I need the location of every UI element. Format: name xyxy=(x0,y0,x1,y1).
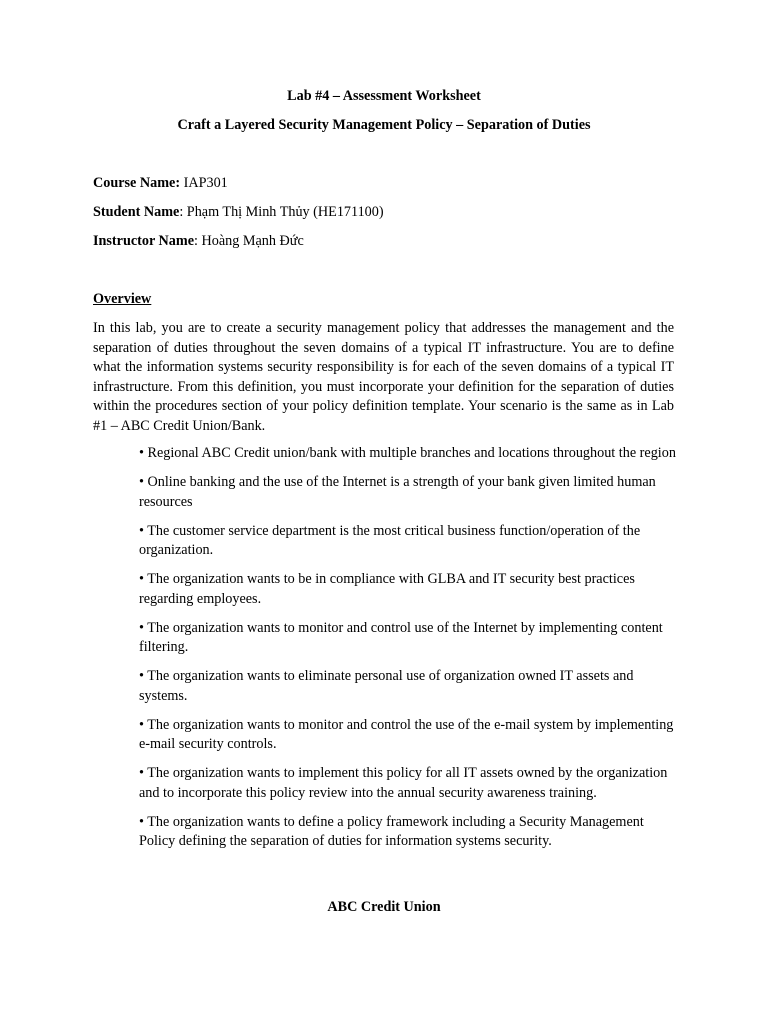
instructor-name-value: : Hoàng Mạnh Đức xyxy=(194,233,304,249)
list-item: • The organization wants to monitor and control the use of the e-mail system by implementing e-mail security controls. xyxy=(139,716,674,752)
course-name-field xyxy=(93,174,228,194)
document-title: Lab #4 – Assessment Worksheet xyxy=(287,88,481,104)
instructor-name-label: Instructor Name xyxy=(93,233,195,249)
overview-heading: Overview xyxy=(93,291,152,307)
list-item: • The organization wants to eliminate personal use of organization owned IT assets and systems. xyxy=(139,668,634,704)
course-name-value: IAP301 xyxy=(180,175,228,191)
student-name-field xyxy=(93,203,384,223)
scenario-bullet-list xyxy=(139,444,679,861)
section-title: ABC Credit Union xyxy=(327,899,441,915)
list-item: • The organization wants to define a policy framework including a Security Management Policy defining the separation of duties for information systems security. xyxy=(139,813,644,849)
overview-paragraph: In this lab, you are to create a security management policy that addresses the management and the separation of duties throughout the seven domains of a typical IT infrastructure. You are to define what the information systems security responsibility is for each of the seven domains of a typical IT infrastructure. From this definition, you must incorporate your definition for the separation of duties within the procedures section of your policy definition template. Your scenario is the same as in Lab #1 – ABC Credit Union/Bank. xyxy=(93,320,674,434)
list-item: • The organization wants to monitor and control use of the Internet by implementing content filtering. xyxy=(139,619,663,655)
list-item: • The organization wants to be in compliance with GLBA and IT security best practices regarding employees. xyxy=(139,571,635,607)
list-item: • Online banking and the use of the Internet is a strength of your bank given limited human resources xyxy=(139,474,656,510)
course-name-label: Course Name: xyxy=(93,175,181,191)
list-item: • The customer service department is the most critical business function/operation of the organization. xyxy=(139,522,641,558)
student-name-value: : Phạm Thị Minh Thủy (HE171100) xyxy=(179,204,384,220)
document-subtitle: Craft a Layered Security Management Policy – Separation of Duties xyxy=(177,117,591,133)
student-name-label: Student Name xyxy=(93,204,180,220)
list-item: • Regional ABC Credit union/bank with multiple branches and locations throughout the region xyxy=(139,445,676,461)
instructor-name-field xyxy=(93,232,304,252)
list-item: • The organization wants to implement this policy for all IT assets owned by the organization and to incorporate this policy review into the annual security awareness training. xyxy=(139,765,668,801)
